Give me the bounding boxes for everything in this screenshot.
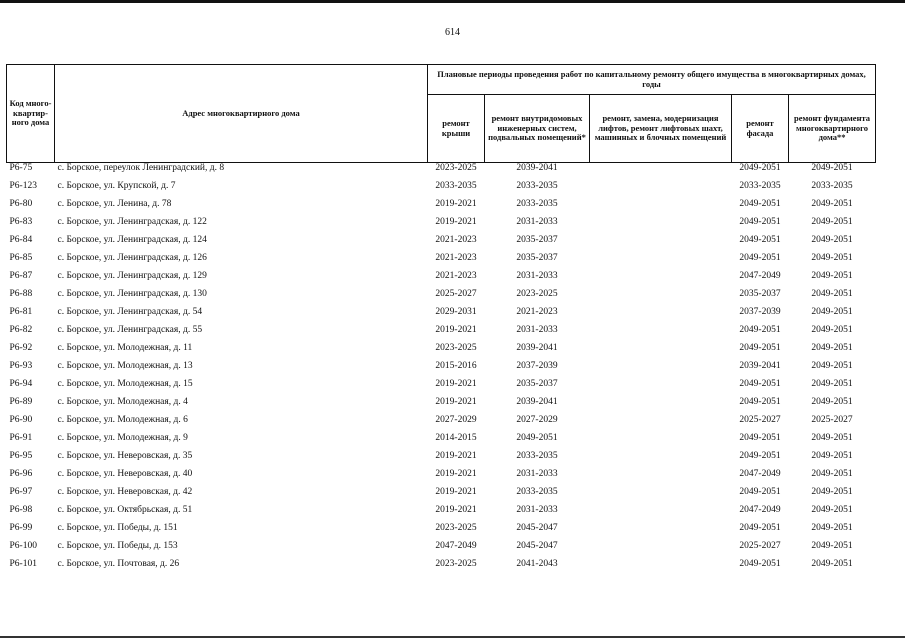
cell-facade: 2047-2049 (739, 505, 781, 515)
cell-systems: 2035-2037 (516, 379, 558, 389)
cell-systems: 2027-2029 (516, 415, 558, 425)
table-row (7, 415, 876, 433)
cell-foundation: 2049-2051 (811, 559, 853, 569)
cell-facade: 2049-2051 (739, 343, 781, 353)
capital-repair-table (6, 64, 876, 577)
cell-address: с. Борское, ул. Ленинградская, д. 55 (57, 325, 203, 335)
cell-facade: 2049-2051 (739, 325, 781, 335)
cell-address: с. Борское, ул. Молодежная, д. 11 (57, 343, 193, 353)
table-row (7, 379, 876, 397)
table-row (7, 343, 876, 361)
cell-systems: 2031-2033 (516, 505, 558, 515)
cell-systems: 2045-2047 (516, 541, 558, 551)
cell-elevators (590, 541, 732, 559)
cell-systems: 2021-2023 (516, 307, 558, 317)
cell-code: Р6-98 (9, 505, 33, 515)
table-row (7, 163, 876, 182)
cell-systems: 2049-2051 (516, 433, 558, 443)
cell-code: Р6-82 (9, 325, 33, 335)
cell-systems: 2031-2033 (516, 469, 558, 479)
cell-facade: 2049-2051 (739, 379, 781, 389)
cell-address: с. Борское, ул. Ленинградская, д. 122 (57, 217, 207, 227)
cell-foundation: 2049-2051 (811, 379, 853, 389)
cell-roof: 2015-2016 (435, 361, 477, 371)
cell-elevators (590, 451, 732, 469)
cell-facade: 2047-2049 (739, 271, 781, 281)
table-row (7, 307, 876, 325)
cell-foundation: 2049-2051 (811, 541, 853, 551)
table-row (7, 271, 876, 289)
page-number: 614 (445, 27, 460, 38)
cell-roof: 2023-2025 (435, 343, 477, 353)
cell-foundation: 2049-2051 (811, 433, 853, 443)
cell-foundation: 2049-2051 (811, 523, 853, 533)
cell-systems: 2035-2037 (516, 253, 558, 263)
cell-systems: 2039-2041 (485, 163, 590, 182)
cell-facade: 2037-2039 (739, 307, 781, 317)
cell-foundation: 2049-2051 (811, 325, 853, 335)
cell-code: Р6-100 (9, 541, 37, 551)
cell-address: с. Борское, ул. Неверовская, д. 40 (57, 469, 193, 479)
cell-address: с. Борское, ул. Октябрьская, д. 51 (57, 505, 193, 515)
cell-elevators (590, 289, 732, 307)
header-code: Код много-квартир-ного дома (7, 65, 55, 163)
cell-roof: 2029-2031 (435, 307, 477, 317)
table-row (7, 487, 876, 505)
top-rule (0, 0, 905, 3)
cell-facade: 2033-2035 (739, 181, 781, 191)
cell-elevators (590, 253, 732, 271)
cell-systems: 2039-2041 (516, 397, 558, 407)
cell-code: Р6-123 (9, 181, 37, 191)
cell-code: Р6-95 (9, 451, 33, 461)
cell-facade: 2049-2051 (739, 523, 781, 533)
cell-roof: 2019-2021 (435, 505, 477, 515)
table-row (7, 451, 876, 469)
cell-code: Р6-90 (9, 415, 33, 425)
cell-facade: 2049-2051 (739, 199, 781, 209)
cell-systems: 2023-2025 (516, 289, 558, 299)
cell-address: с. Борское, переулок Ленинградский, д. 8 (55, 163, 428, 182)
cell-roof: 2019-2021 (435, 487, 477, 497)
cell-facade: 2047-2049 (739, 469, 781, 479)
cell-elevators (590, 307, 732, 325)
cell-elevators (590, 433, 732, 451)
cell-elevators (590, 505, 732, 523)
cell-roof: 2021-2023 (435, 271, 477, 281)
cell-facade: 2049-2051 (739, 235, 781, 245)
cell-code: Р6-89 (9, 397, 33, 407)
cell-code: Р6-93 (9, 361, 33, 371)
cell-code: Р6-97 (9, 487, 33, 497)
table-row (7, 253, 876, 271)
cell-code: Р6-101 (9, 559, 37, 569)
table-row (7, 397, 876, 415)
cell-foundation: 2049-2051 (811, 217, 853, 227)
cell-systems: 2035-2037 (516, 235, 558, 245)
cell-code: Р6-75 (7, 163, 55, 182)
cell-address: с. Борское, ул. Ленинградская, д. 126 (57, 253, 207, 263)
table-row (7, 505, 876, 523)
cell-roof: 2019-2021 (435, 469, 477, 479)
cell-elevators (590, 379, 732, 397)
cell-roof: 2019-2021 (435, 325, 477, 335)
cell-foundation: 2049-2051 (789, 163, 876, 182)
cell-code: Р6-85 (9, 253, 33, 263)
cell-facade: 2039-2041 (739, 361, 781, 371)
cell-roof: 2019-2021 (435, 217, 477, 227)
cell-systems: 2031-2033 (516, 271, 558, 281)
cell-roof: 2021-2023 (435, 235, 477, 245)
cell-code: Р6-83 (9, 217, 33, 227)
cell-roof: 2023-2025 (435, 559, 477, 569)
cell-foundation: 2049-2051 (811, 451, 853, 461)
cell-systems: 2031-2033 (516, 217, 558, 227)
table-body (7, 163, 876, 578)
cell-roof: 2033-2035 (435, 181, 477, 191)
cell-facade: 2049-2051 (732, 163, 789, 182)
cell-elevators (590, 271, 732, 289)
cell-elevators (590, 523, 732, 541)
cell-foundation: 2049-2051 (811, 253, 853, 263)
cell-roof: 2023-2025 (435, 523, 477, 533)
cell-foundation: 2049-2051 (811, 289, 853, 299)
cell-elevators (590, 181, 732, 199)
cell-elevators (590, 217, 732, 235)
cell-code: Р6-88 (9, 289, 33, 299)
cell-facade: 2035-2037 (739, 289, 781, 299)
header-address: Адрес многоквартирного дома (55, 65, 428, 163)
cell-elevators (590, 469, 732, 487)
cell-code: Р6-96 (9, 469, 33, 479)
cell-foundation: 2049-2051 (811, 397, 853, 407)
table-row (7, 289, 876, 307)
cell-facade: 2025-2027 (739, 541, 781, 551)
cell-address: с. Борское, ул. Молодежная, д. 13 (57, 361, 193, 371)
cell-code: Р6-80 (9, 199, 33, 209)
cell-foundation: 2049-2051 (811, 199, 853, 209)
cell-address: с. Борское, ул. Неверовская, д. 35 (57, 451, 193, 461)
cell-address: с. Борское, ул. Неверовская, д. 42 (57, 487, 193, 497)
cell-facade: 2049-2051 (739, 433, 781, 443)
cell-foundation: 2033-2035 (811, 181, 853, 191)
cell-address: с. Борское, ул. Молодежная, д. 6 (57, 415, 188, 425)
cell-roof: 2025-2027 (435, 289, 477, 299)
cell-elevators (590, 343, 732, 361)
cell-code: Р6-92 (9, 343, 33, 353)
table-row (7, 433, 876, 451)
cell-elevators (590, 397, 732, 415)
cell-code: Р6-87 (9, 271, 33, 281)
cell-code: Р6-99 (9, 523, 33, 533)
cell-address: с. Борское, ул. Крупской, д. 7 (57, 181, 176, 191)
cell-elevators (590, 199, 732, 217)
cell-systems: 2045-2047 (516, 523, 558, 533)
cell-elevators (590, 235, 732, 253)
cell-foundation: 2049-2051 (811, 487, 853, 497)
table-row (7, 217, 876, 235)
cell-roof: 2019-2021 (435, 199, 477, 209)
cell-roof: 2023-2025 (428, 163, 485, 182)
cell-address: с. Борское, ул. Молодежная, д. 15 (57, 379, 193, 389)
cell-systems: 2033-2035 (516, 487, 558, 497)
cell-address: с. Борское, ул. Ленинградская, д. 130 (57, 289, 207, 299)
table-row (7, 181, 876, 199)
cell-code: Р6-91 (9, 433, 33, 443)
table-row (7, 559, 876, 577)
cell-foundation: 2049-2051 (811, 343, 853, 353)
table-row (7, 361, 876, 379)
cell-address: с. Борское, ул. Молодежная, д. 9 (57, 433, 188, 443)
table-row (7, 235, 876, 253)
header-facade: ремонт фасада (732, 95, 789, 163)
cell-foundation: 2049-2051 (811, 271, 853, 281)
cell-systems: 2039-2041 (516, 343, 558, 353)
cell-roof: 2047-2049 (435, 541, 477, 551)
cell-elevators (590, 487, 732, 505)
header-periods-group: Плановые периоды проведения работ по капитальному ремонту общего имущества в многоквартирных домах, годы (428, 65, 876, 95)
cell-foundation: 2049-2051 (811, 469, 853, 479)
cell-address: с. Борское, ул. Ленинградская, д. 54 (57, 307, 203, 317)
cell-facade: 2049-2051 (739, 559, 781, 569)
cell-foundation: 2025-2027 (811, 415, 853, 425)
header-roof: ремонт крыши (428, 95, 485, 163)
cell-foundation: 2049-2051 (811, 307, 853, 317)
cell-code: Р6-84 (9, 235, 33, 245)
cell-elevators (590, 325, 732, 343)
cell-foundation: 2049-2051 (811, 235, 853, 245)
cell-address: с. Борское, ул. Молодежная, д. 4 (57, 397, 188, 407)
table-row (7, 541, 876, 559)
cell-roof: 2014-2015 (435, 433, 477, 443)
cell-systems: 2033-2035 (516, 181, 558, 191)
header-elevators: ремонт, замена, модернизация лифтов, ремонт лифтовых шахт, машинных и блочных помещений (590, 95, 732, 163)
cell-roof: 2021-2023 (435, 253, 477, 263)
table-row (7, 523, 876, 541)
cell-address: с. Борское, ул. Ленинградская, д. 129 (57, 271, 207, 281)
cell-foundation: 2049-2051 (811, 505, 853, 515)
cell-facade: 2025-2027 (739, 415, 781, 425)
cell-code: Р6-81 (9, 307, 33, 317)
cell-facade: 2049-2051 (739, 217, 781, 227)
cell-address: с. Борское, ул. Победы, д. 151 (57, 523, 178, 533)
header-systems: ремонт внутридомовых инженерных систем, подвальных помещений* (485, 95, 590, 163)
cell-systems: 2033-2035 (516, 199, 558, 209)
cell-facade: 2049-2051 (739, 451, 781, 461)
cell-code: Р6-94 (9, 379, 33, 389)
cell-elevators (590, 559, 732, 577)
cell-facade: 2049-2051 (739, 397, 781, 407)
cell-address: с. Борское, ул. Победы, д. 153 (57, 541, 178, 551)
cell-facade: 2049-2051 (739, 253, 781, 263)
header-foundation: ремонт фундамента многоквартирного дома** (789, 95, 876, 163)
bottom-rule (0, 636, 905, 638)
cell-foundation: 2049-2051 (811, 361, 853, 371)
table-row (7, 325, 876, 343)
cell-roof: 2027-2029 (435, 415, 477, 425)
cell-systems: 2031-2033 (516, 325, 558, 335)
cell-address: с. Борское, ул. Почтовая, д. 26 (57, 559, 180, 569)
cell-elevators (590, 163, 732, 182)
cell-address: с. Борское, ул. Ленина, д. 78 (57, 199, 172, 209)
cell-systems: 2037-2039 (516, 361, 558, 371)
cell-elevators (590, 361, 732, 379)
cell-roof: 2019-2021 (435, 397, 477, 407)
cell-roof: 2019-2021 (435, 379, 477, 389)
cell-roof: 2019-2021 (435, 451, 477, 461)
cell-elevators (590, 415, 732, 433)
cell-systems: 2041-2043 (516, 559, 558, 569)
cell-systems: 2033-2035 (516, 451, 558, 461)
table-row (7, 199, 876, 217)
table-row (7, 469, 876, 487)
cell-facade: 2049-2051 (739, 487, 781, 497)
cell-address: с. Борское, ул. Ленинградская, д. 124 (57, 235, 207, 245)
